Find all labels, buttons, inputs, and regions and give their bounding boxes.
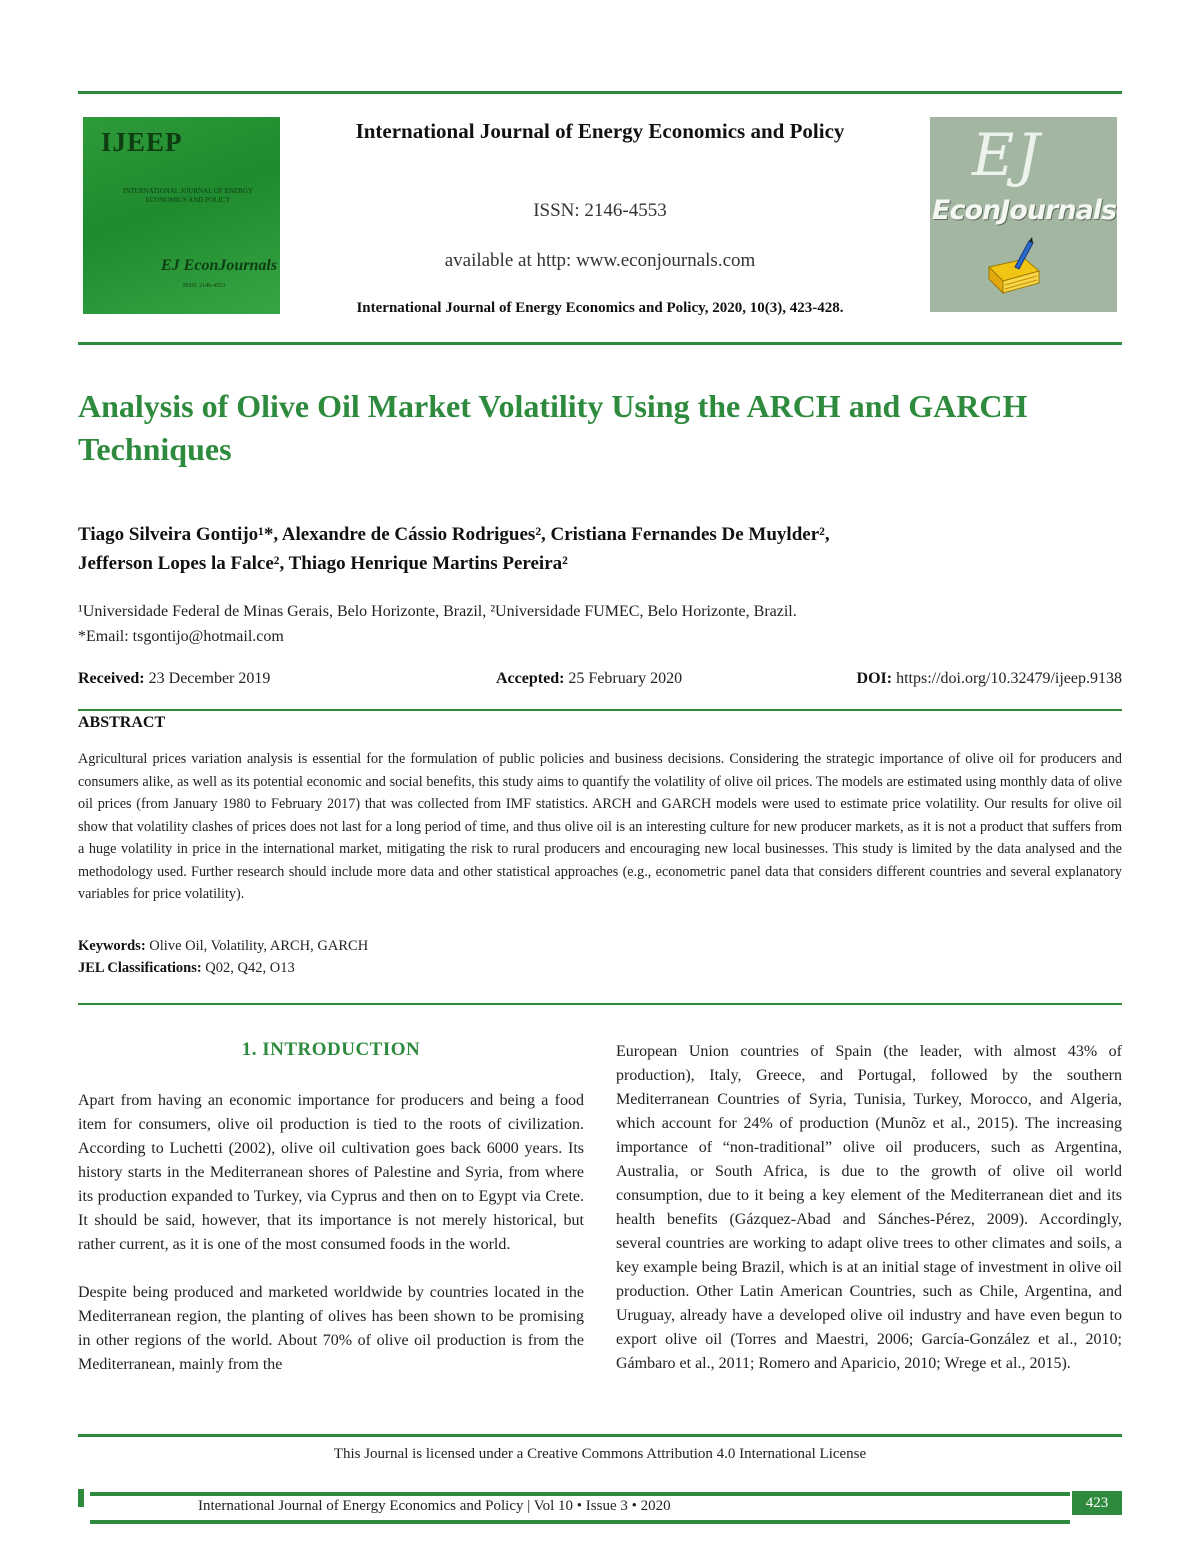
received-date: Received: 23 December 2019 — [78, 670, 271, 687]
article-citation: International Journal of Energy Economics and Policy, 2020, 10(3), 423-428. — [356, 300, 844, 316]
econjournals-logo — [930, 117, 1117, 312]
doi-link[interactable]: DOI: https://doi.org/10.32479/ijeep.9138 — [856, 670, 1122, 687]
intro-paragraph-continued: European Union countries of Spain (the leader, with almost 43% of production), Italy, Greece, and Portugal, followed by the southern Mediterranean Countries of Syria, Tunisia, Turkey, Morocco, and Algeria, which account for 24% of production (Munõz et al., 2015). The increasing importance of “non-traditional” olive oil producers, such as Argentina, Australia, or South Africa, is due to the growth of olive oil world consumption, due to it being a key element of the Mediterranean diet and its health benefits (Gázquez-Abad and Sánches-Pérez, 2009). Accordingly, several countries are working to adapt olive trees to other climates and soils, a key example being Brazil, which is at an initial stage of investment in olive oil production. Other Latin American Countries, such as Chile, Argentina, and Uruguay, already have a developed olive oil industry and have even begun to export olive oil (Torres and Maestri, 2006; García-González et al., 2010; Gámbaro et al., 2011; Romero and Aparicio, 2010; Wrege et al., 2015). — [616, 1043, 1122, 1372]
article-title: Analysis of Olive Oil Market Volatility Using the ARCH and GARCH Techniques — [78, 388, 1028, 467]
logo-mark: EJ — [972, 121, 1042, 189]
right-column — [616, 1040, 1122, 1376]
affiliation-line: ¹Universidade Federal de Minas Gerais, Belo Horizonte, Brazil, ²Universidade FUMEC, Belo Horizonte, Brazil. — [78, 603, 797, 620]
accepted-date: Accepted: 25 February 2020 — [496, 670, 683, 687]
cover-subtitle: INTERNATIONAL JOURNAL OF ENERGY ECONOMICS AND POLICY — [123, 187, 253, 204]
journal-cover-image — [83, 117, 280, 314]
abstract-top-rule — [78, 709, 1122, 711]
cover-publisher: EJ EconJournals — [161, 257, 278, 274]
abstract-text: Agricultural prices variation analysis is essential for the formulation of public policies and business decisions. Considering the strategic importance of olive oil for producers and consumers alike, as well as its potential economic and social benefits, this study aims to quantify the volatility of olive oil prices. The models are estimated using monthly data of olive oil prices (from January 1980 to February 2017) that was collected from IMF statistics. ARCH and GARCH models were used to estimate price volatility. Our results for olive oil show that volatility clashes of prices does not last for a long period of time, and thus olive oil is an interesting culture for new producer markets, as it is not a product that suffers from a huge volatility in price in the international market, mitigating the risk to rural producers and encouraging new local businesses. This study is limited by the data analysed and the methodology used. Further research should include more data and other statistical approaches (e.g., econometric panel data that considers different countries and several explanatory variables for price volatility). — [78, 751, 1122, 902]
keywords-line: Keywords: Olive Oil, Volatility, ARCH, GARCH — [78, 938, 369, 954]
journal-name: International Journal of Energy Economics and Policy — [355, 119, 845, 143]
section-heading-introduction: 1. INTRODUCTION — [241, 1039, 421, 1060]
header-top-rule — [78, 91, 1122, 94]
jel-line: JEL Classifications: Q02, Q42, O13 — [78, 960, 295, 976]
abstract-heading: ABSTRACT — [78, 714, 166, 731]
corresponding-email[interactable]: *Email: tsgontijo@hotmail.com — [78, 628, 284, 645]
header-bottom-rule — [78, 342, 1122, 345]
abstract-bottom-rule — [78, 1003, 1122, 1005]
license-notice: This Journal is licensed under a Creative Commons Attribution 4.0 International License — [333, 1446, 867, 1462]
authors-line-2: Jefferson Lopes la Falce², Thiago Henrique Martins Pereira² — [78, 553, 568, 574]
logo-name: EconJournals — [932, 195, 1117, 226]
author-affiliations — [78, 599, 1122, 649]
article-authors — [78, 520, 1122, 578]
page-number: 423 — [1072, 1491, 1122, 1515]
books-pencil-icon — [985, 237, 1045, 299]
journal-website[interactable]: available at http: www.econjournals.com — [444, 250, 756, 271]
cover-issn: ISSN: 2146-4553 — [183, 283, 226, 289]
footer-top-rule — [78, 1434, 1122, 1437]
left-column — [78, 1089, 584, 1377]
journal-issn: ISSN: 2146-4553 — [533, 200, 667, 221]
footer-left-marker — [78, 1489, 84, 1507]
article-dates — [78, 670, 1122, 692]
keywords-block — [78, 935, 1122, 979]
authors-line-1: Tiago Silveira Gontijo¹*, Alexandre de Cássio Rodrigues², Cristiana Fernandes De Muylder², — [78, 524, 830, 545]
cover-title: IJEEP — [101, 127, 183, 157]
intro-paragraph-2: Despite being produced and marketed worldwide by countries located in the Mediterranean region, the planting of olives has been shown to be promising in other regions of the world. About 70% of olive oil production is from the Mediterranean, mainly from the — [78, 1284, 584, 1373]
footer-journal-line: International Journal of Energy Economics and Policy | Vol 10 • Issue 3 • 2020 — [198, 1498, 671, 1514]
intro-paragraph-1: Apart from having an economic importance for producers and being a food item for consumers, olive oil production is tied to the roots of civilization. According to Luchetti (2002), olive oil cultivation goes back 6000 years. Its history starts in the Mediterranean shores of Palestine and Syria, from where its production expanded to Turkey, via Cyprus and then on to Egypt via Crete. It should be said, however, that its importance is not merely historical, but rather current, as it is one of the most consumed foods in the world. — [78, 1092, 584, 1253]
